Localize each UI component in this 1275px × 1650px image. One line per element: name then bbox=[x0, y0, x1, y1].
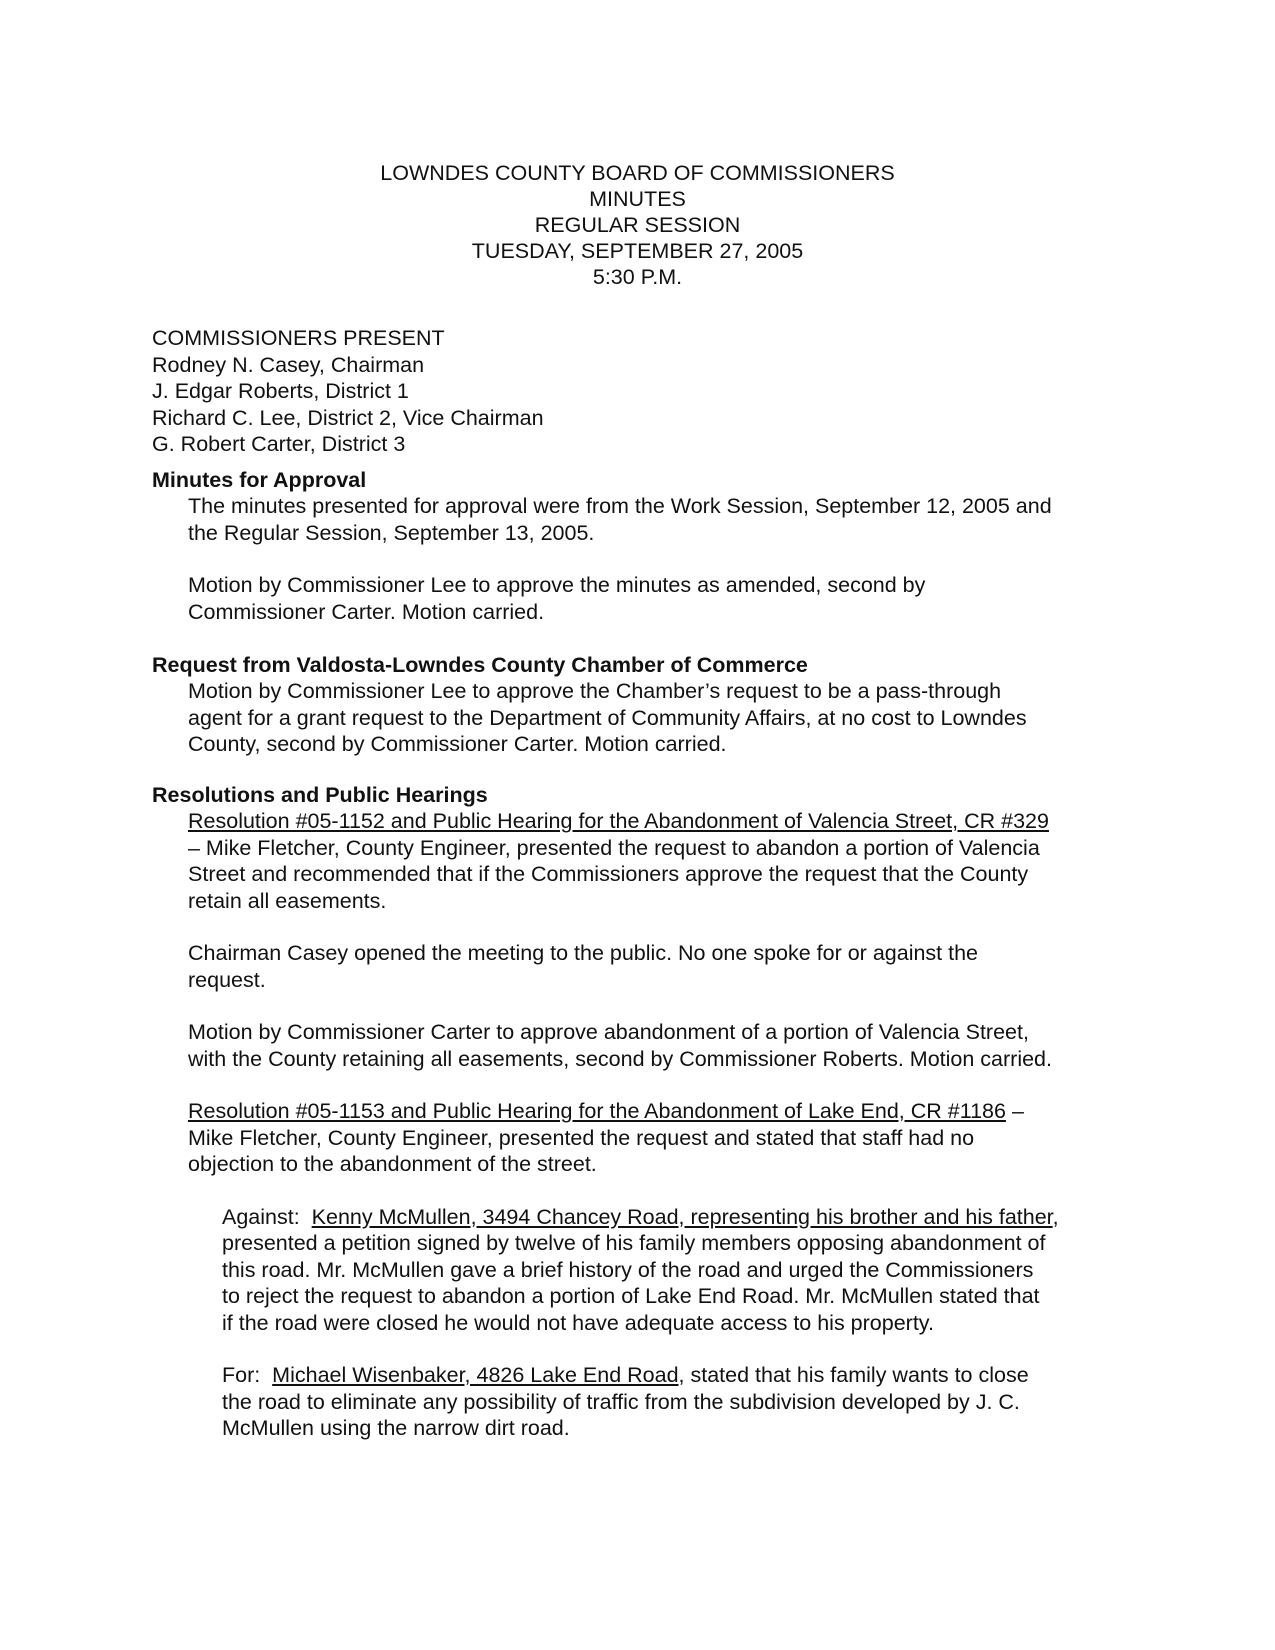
text-line: presented a petition signed by twelve of his family members opposing abandonment of bbox=[222, 1231, 1046, 1255]
text-line: Motion by Commissioner Lee to approve the minutes as amended, second by bbox=[188, 573, 926, 597]
text-line: to reject the request to abandon a portion of Lake End Road. Mr. McMullen stated that bbox=[222, 1284, 1040, 1308]
header-time: 5:30 P.M. bbox=[592, 265, 683, 289]
text-line: if the road were closed he would not have adequate access to his property. bbox=[222, 1310, 934, 1335]
text-line: objection to the abandonment of the street. bbox=[188, 1152, 597, 1176]
text-line: Mike Fletcher, County Engineer, presented the request and stated that staff had no bbox=[188, 1125, 975, 1150]
paragraph bbox=[188, 678, 1142, 758]
member: Richard C. Lee, District 2, Vice Chairman bbox=[152, 405, 544, 430]
commissioners-present bbox=[152, 325, 544, 458]
member: G. Robert Carter, District 3 bbox=[152, 432, 406, 456]
header-date: TUESDAY, SEPTEMBER 27, 2005 bbox=[471, 239, 804, 263]
testimony-for bbox=[222, 1362, 1142, 1442]
member: J. Edgar Roberts, District 1 bbox=[152, 379, 409, 403]
text-line: – Mike Fletcher, County Engineer, presented the request to abandon a portion of Valencia bbox=[188, 835, 1040, 860]
section-minutes-approval bbox=[152, 467, 1142, 625]
text-line: County, second by Commissioner Carter. Motion carried. bbox=[188, 732, 727, 756]
text-line: this road. Mr. McMullen gave a brief history of the road and urged the Commissioners bbox=[222, 1257, 1034, 1282]
document-header bbox=[0, 160, 1275, 290]
resolution-05-1152 bbox=[188, 808, 1142, 1098]
text-line: Motion by Commissioner Lee to approve the Chamber’s request to be a pass-through bbox=[188, 679, 1002, 703]
resolution-heading: Resolution #05-1152 and Public Hearing for the Abandonment of Valencia Street, CR #329 bbox=[188, 809, 1049, 833]
text-line: Street and recommended that if the Commissioners approve the request that the County bbox=[188, 862, 1029, 886]
header-doc-type: MINUTES bbox=[589, 187, 686, 211]
testimony-against bbox=[222, 1204, 1142, 1337]
text-line: retain all easements. bbox=[188, 888, 387, 913]
against-line bbox=[222, 1204, 1142, 1231]
text-line: agent for a grant request to the Department of Community Affairs, at no cost to Lowndes bbox=[188, 705, 1027, 730]
paragraph bbox=[188, 572, 1142, 625]
text-line: Motion by Commissioner Carter to approve abandonment of a portion of Valencia Street, bbox=[188, 1020, 1029, 1044]
section-chamber-request bbox=[152, 652, 1142, 758]
text-line: Commissioner Carter. Motion carried. bbox=[188, 599, 545, 624]
heading-dash: – bbox=[1005, 1099, 1024, 1123]
section-title: Request from Valdosta-Lowndes County Chamber of Commerce bbox=[152, 653, 808, 677]
present-title: COMMISSIONERS PRESENT bbox=[152, 326, 445, 350]
against-speaker: Kenny McMullen, 3494 Chancey Road, representing his brother and his father bbox=[311, 1204, 1053, 1229]
text-line: with the County retaining all easements, second by Commissioner Roberts. Motion carried. bbox=[188, 1046, 1052, 1071]
section-title: Minutes for Approval bbox=[152, 468, 367, 492]
for-speaker: Michael Wisenbaker, 4826 Lake End Road bbox=[272, 1363, 679, 1387]
text-line: request. bbox=[188, 967, 266, 992]
text-line: McMullen using the narrow dirt road. bbox=[222, 1416, 570, 1440]
header-session: REGULAR SESSION bbox=[534, 213, 741, 237]
against-label: Against: bbox=[222, 1204, 312, 1229]
for-label: For: bbox=[222, 1363, 273, 1387]
for-line bbox=[222, 1362, 1142, 1389]
resolution-heading-line bbox=[188, 1098, 1142, 1125]
text-fragment: , stated that his family wants to close bbox=[678, 1363, 1029, 1387]
resolution-heading: Resolution #05-1153 and Public Hearing for the Abandonment of Lake End, CR #1186 bbox=[188, 1099, 1006, 1123]
paragraph bbox=[188, 493, 1142, 546]
text-line: The minutes presented for approval were from the Work Session, September 12, 2005 and bbox=[188, 494, 1052, 518]
member: Rodney N. Casey, Chairman bbox=[152, 352, 425, 377]
text-line: the Regular Session, September 13, 2005. bbox=[188, 520, 595, 545]
text-line: the road to eliminate any possibility of traffic from the subdivision developed by J. C. bbox=[222, 1389, 1020, 1414]
section-resolutions bbox=[152, 782, 1142, 1442]
header-org: LOWNDES COUNTY BOARD OF COMMISSIONERS bbox=[380, 161, 895, 185]
section-title: Resolutions and Public Hearings bbox=[152, 783, 488, 807]
resolution-05-1153 bbox=[188, 1098, 1142, 1178]
text-line: Chairman Casey opened the meeting to the public. No one spoke for or against the bbox=[188, 941, 979, 965]
punctuation: , bbox=[1052, 1204, 1059, 1229]
